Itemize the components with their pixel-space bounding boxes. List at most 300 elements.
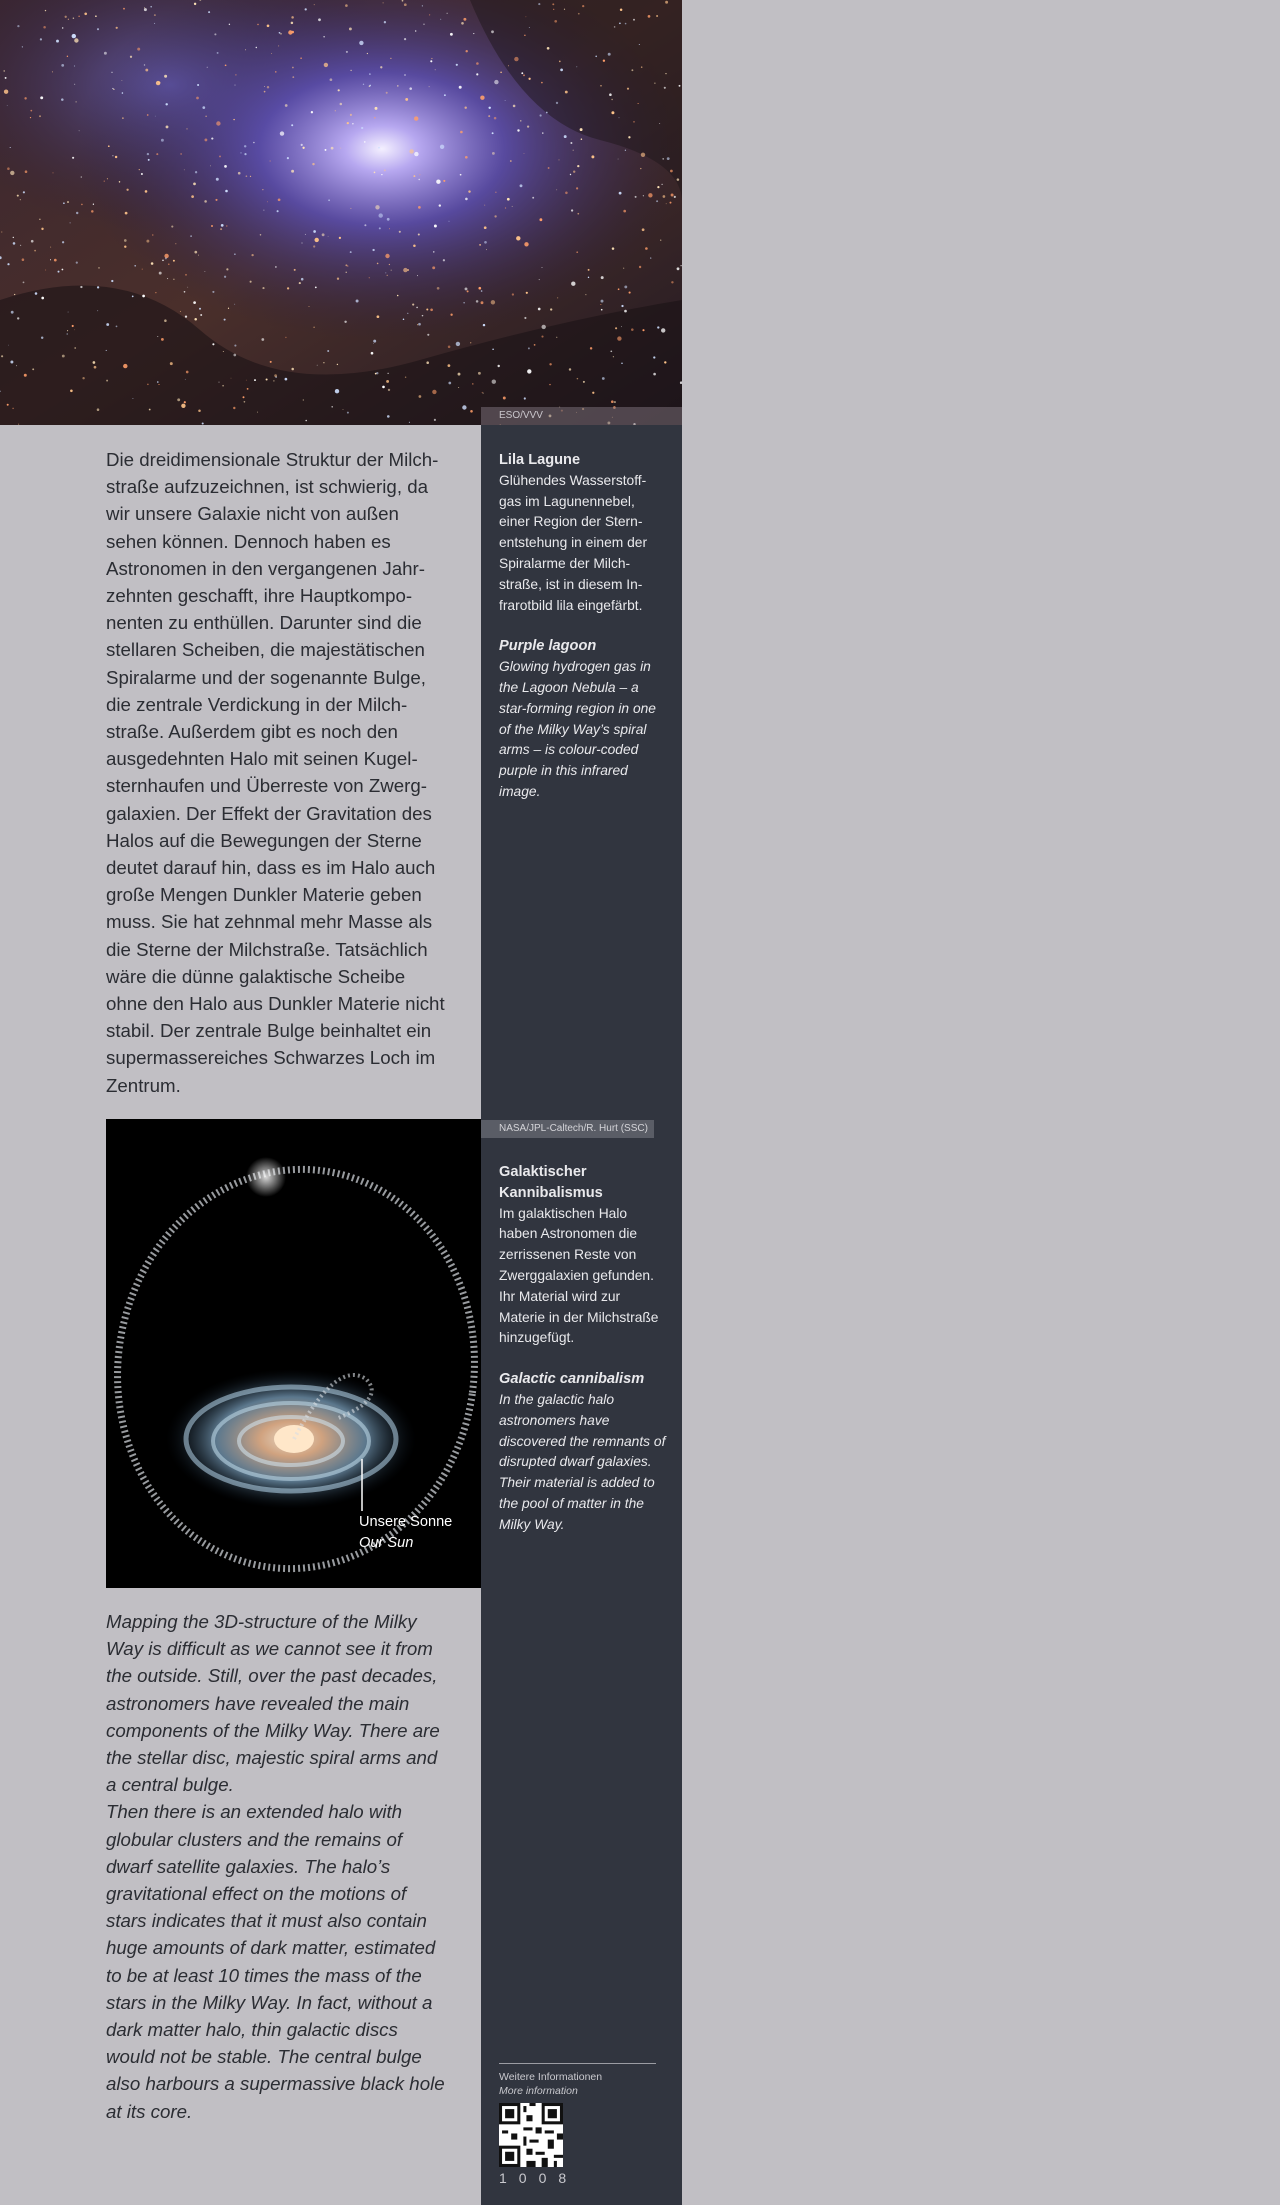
star xyxy=(238,172,241,175)
star xyxy=(613,356,614,357)
star xyxy=(278,45,279,46)
star xyxy=(386,380,389,383)
star xyxy=(313,245,315,247)
star xyxy=(397,295,399,297)
star xyxy=(548,167,550,169)
star xyxy=(643,195,644,196)
hero-image-credit: ESO/VVV xyxy=(481,407,682,425)
star xyxy=(125,212,128,215)
star xyxy=(508,65,509,66)
star xyxy=(22,46,23,47)
star xyxy=(512,293,514,295)
star xyxy=(549,363,551,365)
star xyxy=(196,97,199,100)
star xyxy=(387,415,390,418)
star xyxy=(484,241,487,244)
star xyxy=(517,129,519,131)
star xyxy=(571,282,575,286)
star xyxy=(526,292,528,294)
star xyxy=(600,85,602,87)
star xyxy=(122,92,124,94)
star xyxy=(461,22,464,25)
star xyxy=(121,80,122,81)
star xyxy=(144,64,145,65)
star xyxy=(14,294,15,295)
star xyxy=(444,94,446,96)
star xyxy=(208,11,210,13)
star xyxy=(387,275,388,276)
star xyxy=(225,64,227,66)
star xyxy=(417,324,418,325)
star xyxy=(275,266,276,267)
star xyxy=(222,385,224,387)
star xyxy=(156,153,158,155)
star xyxy=(347,412,349,414)
star xyxy=(327,350,329,352)
star xyxy=(385,254,389,258)
star xyxy=(345,264,347,266)
star xyxy=(93,361,96,364)
star xyxy=(645,247,648,250)
star xyxy=(403,318,405,320)
star xyxy=(340,148,341,149)
star xyxy=(270,361,272,363)
star xyxy=(221,224,224,227)
star xyxy=(45,10,46,11)
qr-code-number: 1008 xyxy=(499,2170,579,2186)
star xyxy=(462,405,466,409)
caption-lagoon-title-en: Purple lagoon xyxy=(499,638,597,655)
star xyxy=(458,373,461,376)
star xyxy=(650,257,651,258)
star xyxy=(190,235,192,237)
star xyxy=(116,27,118,29)
star xyxy=(540,114,542,116)
star xyxy=(229,24,230,25)
star xyxy=(642,329,644,331)
star xyxy=(323,36,324,37)
star xyxy=(440,145,444,149)
star xyxy=(390,58,391,59)
star xyxy=(633,19,635,21)
qr-code-icon[interactable] xyxy=(499,2103,563,2167)
star xyxy=(108,145,110,147)
star xyxy=(418,179,419,180)
star xyxy=(541,336,543,338)
star xyxy=(180,311,181,312)
star xyxy=(443,180,445,182)
star xyxy=(656,15,658,17)
star xyxy=(677,178,680,181)
divider xyxy=(499,2063,656,2064)
star xyxy=(301,144,303,146)
star xyxy=(292,76,294,78)
star xyxy=(10,361,13,364)
star xyxy=(266,378,268,380)
star xyxy=(35,292,38,295)
star xyxy=(180,153,181,154)
star xyxy=(12,408,14,410)
star xyxy=(361,127,363,129)
star xyxy=(318,18,321,21)
star xyxy=(202,422,204,424)
star xyxy=(476,300,479,303)
star xyxy=(404,74,406,76)
star xyxy=(538,3,540,5)
star xyxy=(539,218,542,221)
star xyxy=(84,12,87,15)
star xyxy=(437,287,440,290)
star xyxy=(617,336,621,340)
star xyxy=(625,23,627,25)
star xyxy=(418,323,421,326)
star xyxy=(148,159,150,161)
star xyxy=(538,308,541,311)
star xyxy=(639,44,640,45)
star xyxy=(381,174,382,175)
star xyxy=(635,196,637,198)
star xyxy=(435,69,436,70)
star xyxy=(600,304,601,305)
star xyxy=(68,19,69,20)
star xyxy=(193,183,196,186)
star xyxy=(97,286,99,288)
star xyxy=(525,16,526,17)
star xyxy=(590,347,592,349)
star xyxy=(235,74,236,75)
star xyxy=(244,145,246,147)
star xyxy=(50,259,51,260)
star xyxy=(267,24,270,27)
star xyxy=(363,84,364,85)
star xyxy=(619,192,622,195)
star xyxy=(494,80,498,84)
star xyxy=(387,218,390,221)
star xyxy=(577,165,579,167)
star xyxy=(412,304,414,306)
star xyxy=(478,372,481,375)
star xyxy=(81,204,83,206)
star xyxy=(625,150,626,151)
star xyxy=(61,64,64,67)
more-info-label xyxy=(499,2070,602,2098)
star xyxy=(246,380,247,381)
more-info-label-de: Weitere Informationen xyxy=(499,2071,603,2083)
star xyxy=(34,250,36,252)
star xyxy=(224,319,226,321)
star xyxy=(67,56,68,57)
star xyxy=(659,123,660,124)
star xyxy=(660,240,661,241)
star xyxy=(409,87,412,90)
star xyxy=(564,9,565,10)
star xyxy=(74,84,75,85)
star xyxy=(328,199,330,201)
star xyxy=(157,381,159,383)
star xyxy=(340,103,343,106)
star xyxy=(619,117,620,118)
star xyxy=(450,33,453,36)
star xyxy=(116,326,118,328)
star xyxy=(532,197,534,199)
star xyxy=(52,71,53,72)
star xyxy=(331,147,334,150)
star xyxy=(492,152,495,155)
star xyxy=(374,117,376,119)
star xyxy=(465,156,468,159)
star xyxy=(611,111,614,114)
star xyxy=(149,409,151,411)
star xyxy=(95,15,97,17)
star xyxy=(126,189,128,191)
star xyxy=(262,287,264,289)
star xyxy=(460,131,463,134)
star xyxy=(653,373,656,376)
star xyxy=(264,91,266,93)
star xyxy=(564,135,567,138)
star xyxy=(130,56,132,58)
star xyxy=(13,237,14,238)
star xyxy=(261,338,264,341)
star xyxy=(145,190,148,193)
star xyxy=(524,35,525,36)
star xyxy=(40,96,43,99)
star xyxy=(31,240,34,243)
star xyxy=(328,236,329,237)
star xyxy=(473,33,474,34)
star xyxy=(173,260,175,262)
star xyxy=(679,85,681,87)
star xyxy=(629,292,631,294)
star xyxy=(482,392,483,393)
star xyxy=(158,384,159,385)
star xyxy=(528,347,530,349)
star xyxy=(642,228,645,231)
star xyxy=(464,106,466,108)
star xyxy=(608,53,611,56)
star xyxy=(554,20,557,23)
star xyxy=(571,209,573,211)
star xyxy=(74,347,76,349)
star xyxy=(631,69,633,71)
star xyxy=(418,233,420,235)
star xyxy=(123,8,125,10)
star xyxy=(7,404,9,406)
star xyxy=(254,379,256,381)
star xyxy=(621,305,623,307)
star xyxy=(154,23,155,24)
star xyxy=(534,344,536,346)
star xyxy=(194,251,197,254)
star xyxy=(671,194,674,197)
star xyxy=(542,325,546,329)
star xyxy=(76,212,78,214)
star xyxy=(505,207,506,208)
star xyxy=(8,345,9,346)
star xyxy=(4,90,8,94)
star xyxy=(313,327,315,329)
star xyxy=(378,147,380,149)
star xyxy=(337,278,339,280)
star xyxy=(383,2,384,3)
star xyxy=(415,30,416,31)
star xyxy=(315,238,319,242)
star xyxy=(224,276,226,278)
star xyxy=(24,374,27,377)
sun-label-de: Unsere Sonne xyxy=(359,1514,453,1530)
star xyxy=(382,386,385,389)
star xyxy=(215,199,217,201)
main-text-german: Die dreidimensionale Struktur der Milch-straße aufzuzeichnen, ist schwierig, da wir unsere Galaxie nicht von außen sehen können. Dennoch haben es Astronomen in den vergangenen Jahr-zehnten geschafft, ihre Hauptkompo-nenten zu enthüllen. Darunter sind die stellaren Scheiben, die majestätischen Spiralarme und der sogenannte Bulge, die zentrale Verdickung in der Milch-straße. Außerdem gibt es noch den ausgedehnten Halo mit seinen Kugel-sternhaufen und Überreste von Zwerg-galaxien. Der Effekt der Gravitation des Halos auf die Bewegungen der Sterne deutet darauf hin, dass es im Halo auch große Mengen Dunkler Materie geben muss. Sie hat zehnmal mehr Masse als die Sterne der Milchstraße. Tatsächlich wäre die dünne galaktische Scheibe ohne den Halo aus Dunkler Materie nicht stabil. Der zentrale Bulge beinhaltet ein supermassereiches Schwarzes Loch im Zentrum. xyxy=(106,449,445,1096)
star xyxy=(426,308,428,310)
star xyxy=(588,277,589,278)
star xyxy=(58,271,60,273)
star xyxy=(542,267,543,268)
star xyxy=(294,269,296,271)
star xyxy=(552,3,554,5)
star xyxy=(134,265,136,267)
star xyxy=(256,47,257,48)
star xyxy=(315,287,317,289)
star xyxy=(301,278,304,281)
star xyxy=(476,73,478,75)
star xyxy=(601,276,604,279)
star xyxy=(251,254,253,256)
star xyxy=(171,226,173,228)
star xyxy=(433,251,434,252)
star xyxy=(516,236,520,240)
star xyxy=(161,338,164,341)
star xyxy=(273,380,274,381)
star xyxy=(556,102,558,104)
star xyxy=(460,174,462,176)
star xyxy=(184,401,186,403)
star xyxy=(627,88,629,90)
star xyxy=(602,377,605,380)
star xyxy=(527,369,531,373)
star xyxy=(431,58,432,59)
star xyxy=(614,401,616,403)
star xyxy=(450,314,452,316)
star xyxy=(641,153,645,157)
star xyxy=(70,389,73,392)
star xyxy=(185,274,187,276)
star xyxy=(404,3,407,6)
star xyxy=(23,191,25,193)
star xyxy=(556,189,557,190)
star xyxy=(112,155,113,156)
star xyxy=(67,333,68,334)
star xyxy=(91,210,94,213)
star xyxy=(440,19,441,20)
star xyxy=(488,115,490,117)
star xyxy=(23,282,25,284)
star xyxy=(17,25,19,27)
star xyxy=(405,98,408,101)
star xyxy=(527,125,529,127)
star xyxy=(663,195,666,198)
star xyxy=(311,111,313,113)
caption-cannibalism-text-de: Im galaktischen Halo haben Astronomen die zerrissenen Reste von Zwerggalaxien gefunden. Ihr Material wird zur Materie in der Milchstraße hinzugefügt. xyxy=(499,1205,659,1346)
star xyxy=(553,9,554,10)
star xyxy=(234,304,235,305)
star xyxy=(407,269,409,271)
star xyxy=(614,26,616,28)
star xyxy=(17,317,19,319)
star xyxy=(67,330,68,331)
star xyxy=(413,244,416,247)
star xyxy=(492,380,496,384)
star xyxy=(463,18,466,21)
star xyxy=(470,342,471,343)
star xyxy=(375,107,378,110)
star xyxy=(514,57,518,61)
star xyxy=(343,409,344,410)
star xyxy=(104,181,105,182)
star xyxy=(155,292,156,293)
star xyxy=(356,300,359,303)
star xyxy=(274,374,277,377)
star xyxy=(570,174,571,175)
star xyxy=(488,107,490,109)
star xyxy=(615,327,617,329)
star xyxy=(484,226,487,229)
star xyxy=(369,85,371,87)
star xyxy=(524,397,526,399)
star xyxy=(285,104,288,107)
star xyxy=(373,343,374,344)
sun-label xyxy=(359,1512,452,1554)
star xyxy=(111,72,112,73)
star xyxy=(595,56,597,58)
star xyxy=(601,309,603,311)
star xyxy=(350,114,352,116)
star xyxy=(300,57,302,59)
star xyxy=(529,27,530,28)
star xyxy=(302,147,304,149)
star xyxy=(399,231,401,233)
caption-lagoon xyxy=(499,450,667,803)
star xyxy=(41,297,44,300)
star xyxy=(144,7,145,8)
star xyxy=(279,32,281,34)
star xyxy=(550,308,552,310)
star xyxy=(186,371,189,374)
star xyxy=(618,159,619,160)
star xyxy=(72,157,74,159)
star xyxy=(56,40,59,43)
star xyxy=(465,50,467,52)
star xyxy=(142,295,145,298)
star xyxy=(7,263,9,265)
star xyxy=(484,205,485,206)
star xyxy=(657,186,659,188)
star xyxy=(181,404,185,408)
star xyxy=(165,257,167,259)
star xyxy=(665,1,668,4)
star xyxy=(524,242,528,246)
star xyxy=(492,132,494,134)
star xyxy=(275,71,276,72)
star xyxy=(159,272,162,275)
star xyxy=(558,159,559,160)
star xyxy=(482,392,483,393)
star xyxy=(497,365,499,367)
star xyxy=(312,163,314,165)
star xyxy=(371,352,374,355)
star xyxy=(576,251,578,253)
star xyxy=(291,124,293,126)
